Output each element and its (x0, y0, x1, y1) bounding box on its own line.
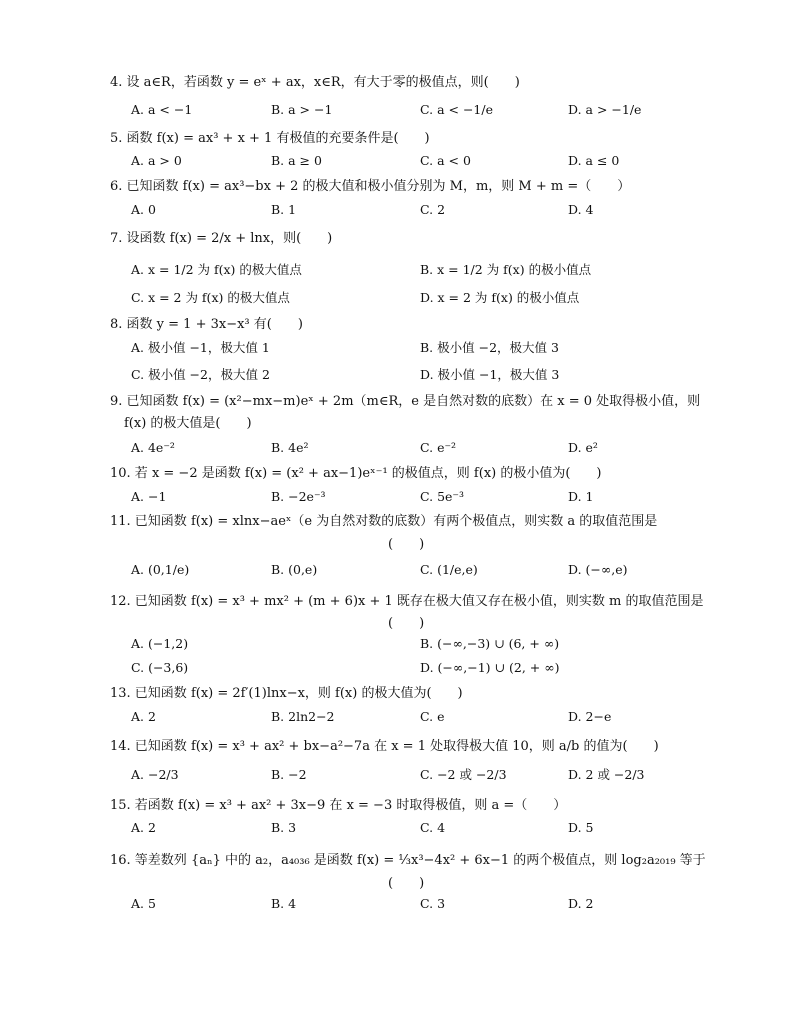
question-15-option-a: A. 2 (131, 820, 156, 835)
question-14-option-a: A. −2/3 (131, 767, 179, 782)
question-11-stem: 11. 已知函数 f(x) = xlnx−aeˣ（e 为自然对数的底数）有两个极值点，则实数 a 的取值范围是 (110, 514, 658, 529)
question-12-option-b: B. (−∞,−3) ∪ (6, + ∞) (420, 636, 560, 651)
question-5-option-b: B. a ≥ 0 (271, 153, 322, 168)
question-9-option-c: C. e⁻² (420, 440, 457, 455)
question-8-stem: 8. 函数 y = 1 + 3x−x³ 有( ) (110, 317, 303, 332)
question-9-option-b: B. 4e² (271, 440, 309, 455)
question-16-option-d: D. 2 (568, 896, 594, 911)
question-13-option-b: B. 2ln2−2 (271, 709, 335, 724)
question-10-option-c: C. 5e⁻³ (420, 489, 465, 504)
question-11-option-b: B. (0,e) (271, 562, 318, 577)
question-7-option-c: C. x = 2 为 f(x) 的极大值点 (131, 290, 290, 305)
question-13-option-c: C. e (420, 709, 445, 724)
question-10-stem: 10. 若 x = −2 是函数 f(x) = (x² + ax−1)eˣ⁻¹ 的极值点，则 f(x) 的极小值为( ) (110, 466, 602, 481)
question-15-option-d: D. 5 (568, 820, 594, 835)
question-16-stem: 16. 等差数列 {aₙ} 中的 a₂，a₄₀₃₆ 是函数 f(x) = ⅓x³−4x² + 6x−1 的两个极值点，则 log₂a₂₀₁₉ 等于 (110, 853, 706, 868)
question-10-option-b: B. −2e⁻³ (271, 489, 326, 504)
question-13-option-a: A. 2 (131, 709, 156, 724)
question-7-option-b: B. x = 1/2 为 f(x) 的极小值点 (420, 262, 592, 277)
question-10-option-a: A. −1 (131, 489, 167, 504)
question-4-option-a: A. a < −1 (131, 102, 193, 117)
question-14-stem: 14. 已知函数 f(x) = x³ + ax² + bx−a²−7a 在 x = 1 处取得极大值 10，则 a/b 的值为( ) (110, 739, 659, 754)
question-9-stem: 9. 已知函数 f(x) = (x²−mx−m)eˣ + 2m（m∈R，e 是自然对数的底数）在 x = 0 处取得极小值，则 (110, 394, 701, 409)
question-6-option-a: A. 0 (131, 202, 156, 217)
question-16-option-c: C. 3 (420, 896, 446, 911)
question-7-stem: 7. 设函数 f(x) = 2/x + lnx，则( ) (110, 231, 333, 246)
question-16-answer-blank: ( ) (388, 876, 425, 891)
question-6-option-d: D. 4 (568, 202, 594, 217)
question-16-option-a: A. 5 (131, 896, 156, 911)
question-5-stem: 5. 函数 f(x) = ax³ + x + 1 有极值的充要条件是( ) (110, 131, 430, 146)
question-11-answer-blank: ( ) (388, 537, 425, 552)
question-12-option-a: A. (−1,2) (131, 636, 189, 651)
question-14-option-b: B. −2 (271, 767, 307, 782)
question-5-option-d: D. a ≤ 0 (568, 153, 620, 168)
question-12-stem: 12. 已知函数 f(x) = x³ + mx² + (m + 6)x + 1 既存在极大值又存在极小值，则实数 m 的取值范围是 (110, 594, 704, 609)
question-14-option-c: C. −2 或 −2/3 (420, 767, 507, 782)
question-4-stem: 4. 设 a∈R，若函数 y = eˣ + ax，x∈R，有大于零的极值点，则( ) (110, 75, 520, 90)
question-4-option-c: C. a < −1/e (420, 102, 493, 117)
question-7-option-d: D. x = 2 为 f(x) 的极小值点 (420, 290, 580, 305)
question-15-option-b: B. 3 (271, 820, 297, 835)
question-4-option-d: D. a > −1/e (568, 102, 642, 117)
question-9-option-a: A. 4e⁻² (131, 440, 175, 455)
question-10-option-d: D. 1 (568, 489, 594, 504)
question-5-option-a: A. a > 0 (131, 153, 182, 168)
question-15-stem: 15. 若函数 f(x) = x³ + ax² + 3x−9 在 x = −3 时取得极值，则 a =（ ） (110, 798, 567, 813)
question-16-option-b: B. 4 (271, 896, 297, 911)
question-12-answer-blank: ( ) (388, 616, 425, 631)
question-4-option-b: B. a > −1 (271, 102, 333, 117)
question-5-option-c: C. a < 0 (420, 153, 471, 168)
question-11-option-c: C. (1/e,e) (420, 562, 478, 577)
question-8-option-c: C. 极小值 −2，极大值 2 (131, 367, 270, 382)
question-13-stem: 13. 已知函数 f(x) = 2f′(1)lnx−x，则 f(x) 的极大值为( ) (110, 686, 463, 701)
question-6-option-b: B. 1 (271, 202, 297, 217)
question-11-option-d: D. (−∞,e) (568, 562, 628, 577)
question-12-option-d: D. (−∞,−1) ∪ (2, + ∞) (420, 660, 560, 675)
question-15-option-c: C. 4 (420, 820, 446, 835)
question-8-option-b: B. 极小值 −2，极大值 3 (420, 340, 559, 355)
question-11-option-a: A. (0,1/e) (131, 562, 190, 577)
question-6-stem: 6. 已知函数 f(x) = ax³−bx + 2 的极大值和极小值分别为 M，m，则 M + m =（ ） (110, 179, 631, 194)
question-7-option-a: A. x = 1/2 为 f(x) 的极大值点 (131, 262, 302, 277)
question-9-stem-line2: f(x) 的极大值是( ) (124, 416, 252, 431)
question-13-option-d: D. 2−e (568, 709, 612, 724)
question-8-option-d: D. 极小值 −1，极大值 3 (420, 367, 560, 382)
question-8-option-a: A. 极小值 −1，极大值 1 (131, 340, 270, 355)
question-9-option-d: D. e² (568, 440, 598, 455)
question-14-option-d: D. 2 或 −2/3 (568, 767, 645, 782)
question-12-option-c: C. (−3,6) (131, 660, 189, 675)
question-6-option-c: C. 2 (420, 202, 446, 217)
